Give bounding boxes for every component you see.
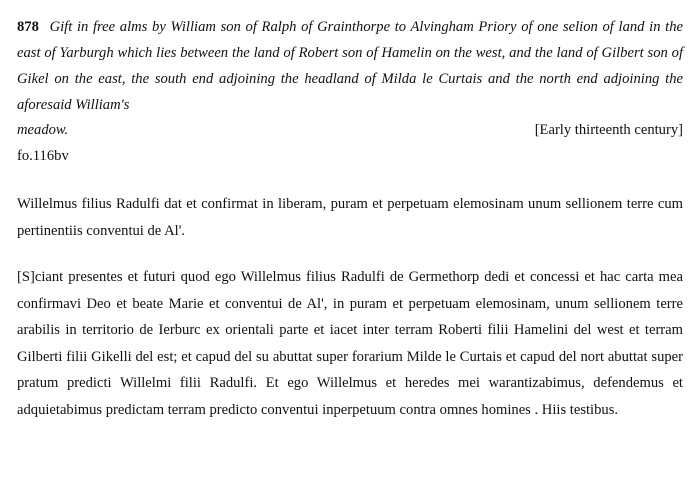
- entry-number: 878: [17, 19, 39, 35]
- entry-summary: Gift in free alms by William son of Ralph of Grainthorpe to Alvingham Priory of one selion of land in the east of Yarburgh which lies between the land of Robert son of Hamelin on the west, and the land of Gilbert son of Gikel on the east, the south end adjoining the headland of Milda le Curtais and the north end adjoining the aforesaid William's: [17, 19, 684, 113]
- latin-abstract: Willelmus filius Radulfi dat et confirmat in liberam, puram et perpetuam elemosinam unum sellionem terre cum pertinentiis conventui de Al'.: [17, 196, 683, 239]
- entry-summary-tail: meadow.: [17, 122, 69, 138]
- charter-text: [S]ciant presentes et futuri quod ego Willelmus filius Radulfi de Germethorp dedi et concessi et hac carta mea confirmavi Deo et beate Marie et conventui de Al', in puram et perpetuam elemosinam, unum sellionem terre arabilis in territorio de Ierburc ex orientali parte et iacet inter terram Roberti filii Hamelini del west et terram Gilberti filii Gikelli del est; et capud del su abuttat super forarium Milde le Curtais et capud del nort abuttat super pratum predicti Willelmi filii Radulfi. Et ego Willelmus et heredes mei warantizabimus, defendemus et adquietabimus predictam terram predicto conventui inperpetuum contra omnes homines . Hiis testibus.: [17, 269, 683, 418]
- entry-date-line: [17, 117, 683, 143]
- entry-heading: [17, 14, 683, 118]
- document-page: [17, 14, 683, 423]
- entry-date: [Early thirteenth century]: [534, 122, 683, 138]
- folio-reference: fo.116bv: [17, 148, 69, 164]
